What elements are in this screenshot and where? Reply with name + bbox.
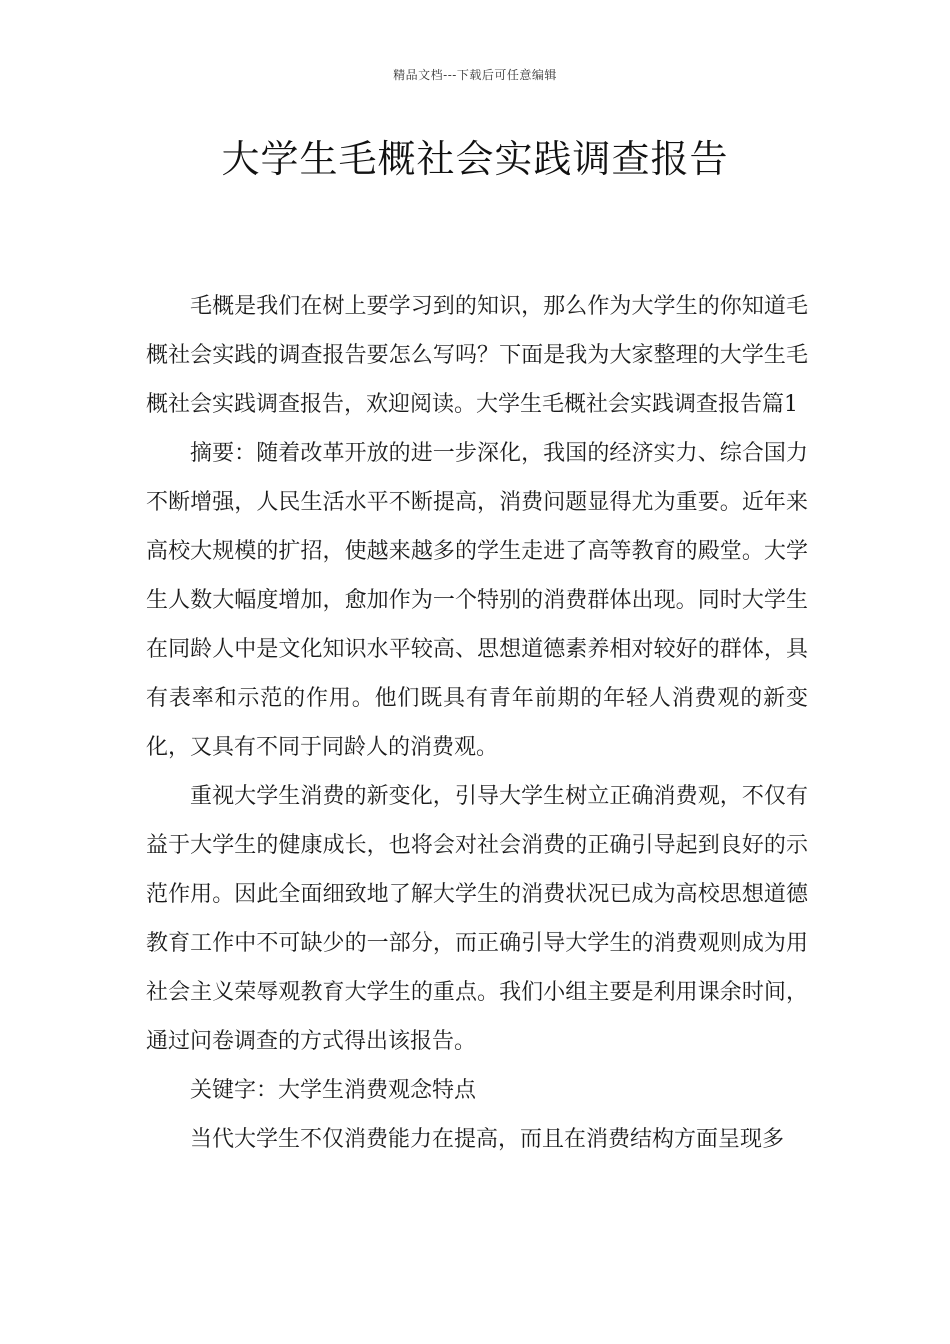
document-body (146, 282, 808, 1164)
paragraph-keywords: 关键字：大学生消费观念特点 (190, 1078, 477, 1103)
document-title: 大学生毛概社会实践调查报告 (221, 137, 729, 181)
paragraph-abstract: 摘要：随着改革开放的进一步深化，我国的经济实力、综合国力不断增强，人民生活水平不断提高，消费问题显得尤为重要。近年来高校大规模的扩招，使越来越多的学生走进了高等教育的殿堂。大学生人数大幅度增加，愈加作为一个特别的消费群体出现。同时大学生在同龄人中是文化知识水平较高、思想道德素养相对较好的群体，具有表率和示范的作用。他们既具有青年前期的年轻人消费观的新变化，又具有不同于同龄人的消费观。 (146, 441, 808, 760)
header-note: 精品文档---下载后可任意编辑 (393, 68, 557, 82)
paragraph-consumption: 当代大学生不仅消费能力在提高，而且在消费结构方面呈现多 (190, 1127, 785, 1152)
paragraph-guidance: 重视大学生消费的新变化，引导大学生树立正确消费观，不仅有益于大学生的健康成长，也将会对社会消费的正确引导起到良好的示范作用。因此全面细致地了解大学生的消费状况已成为高校思想道德教育工作中不可缺少的一部分，而正确引导大学生的消费观则成为用社会主义荣辱观教育大学生的重点。我们小组主要是利用课余时间，通过问卷调查的方式得出该报告。 (146, 784, 808, 1054)
paragraph-intro: 毛概是我们在树上要学习到的知识，那么作为大学生的你知道毛概社会实践的调查报告要怎么写吗？下面是我为大家整理的大学生毛概社会实践调查报告，欢迎阅读。大学生毛概社会实践调查报告篇1 (146, 294, 808, 417)
